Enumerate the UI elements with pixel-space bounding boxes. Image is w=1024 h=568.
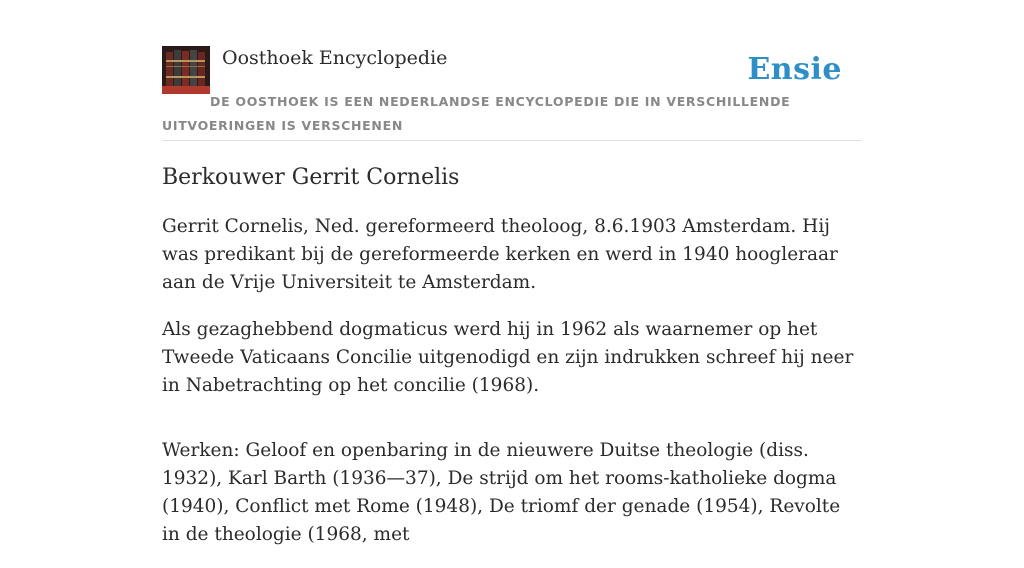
brand-logo[interactable]: Ensie: [747, 52, 842, 87]
site-header: [162, 46, 862, 141]
article-title: Berkouwer Gerrit Cornelis: [162, 165, 460, 190]
article-paragraph: Als gezaghebbend dogmaticus werd hij in 1962 als waarnemer op het Tweede Vaticaans Concilie uitgenodigd en zijn indrukken schreef hij neer in Nabetrachting op het concilie (1968).: [162, 319, 854, 396]
site-avatar[interactable]: [162, 46, 210, 94]
site-title[interactable]: Oosthoek Encyclopedie: [222, 47, 448, 69]
encyclopedia-books-icon: [162, 46, 210, 94]
site-tagline: DE OOSTHOEK IS EEN NEDERLANDSE ENCYCLOPEDIE DIE IN VERSCHILLENDE UITVOERINGEN IS VERSCHENEN: [162, 94, 791, 133]
article: [162, 160, 862, 568]
article-paragraph: Gerrit Cornelis, Ned. gereformeerd theoloog, 8.6.1903 Amsterdam. Hij was predikant bij de gereformeerde kerken en werd in 1940 hoogleraar aan de Vrije Universiteit te Amsterdam.: [162, 216, 838, 293]
article-works-paragraph: Werken: Geloof en openbaring in de nieuwere Duitse theologie (diss. 1932), Karl Barth (1936—37), De strijd om het rooms-katholieke dogma (1940), Conflict met Rome (1948), De triomf der genade (1954), Revolte in de theologie (1968, met: [162, 440, 841, 545]
